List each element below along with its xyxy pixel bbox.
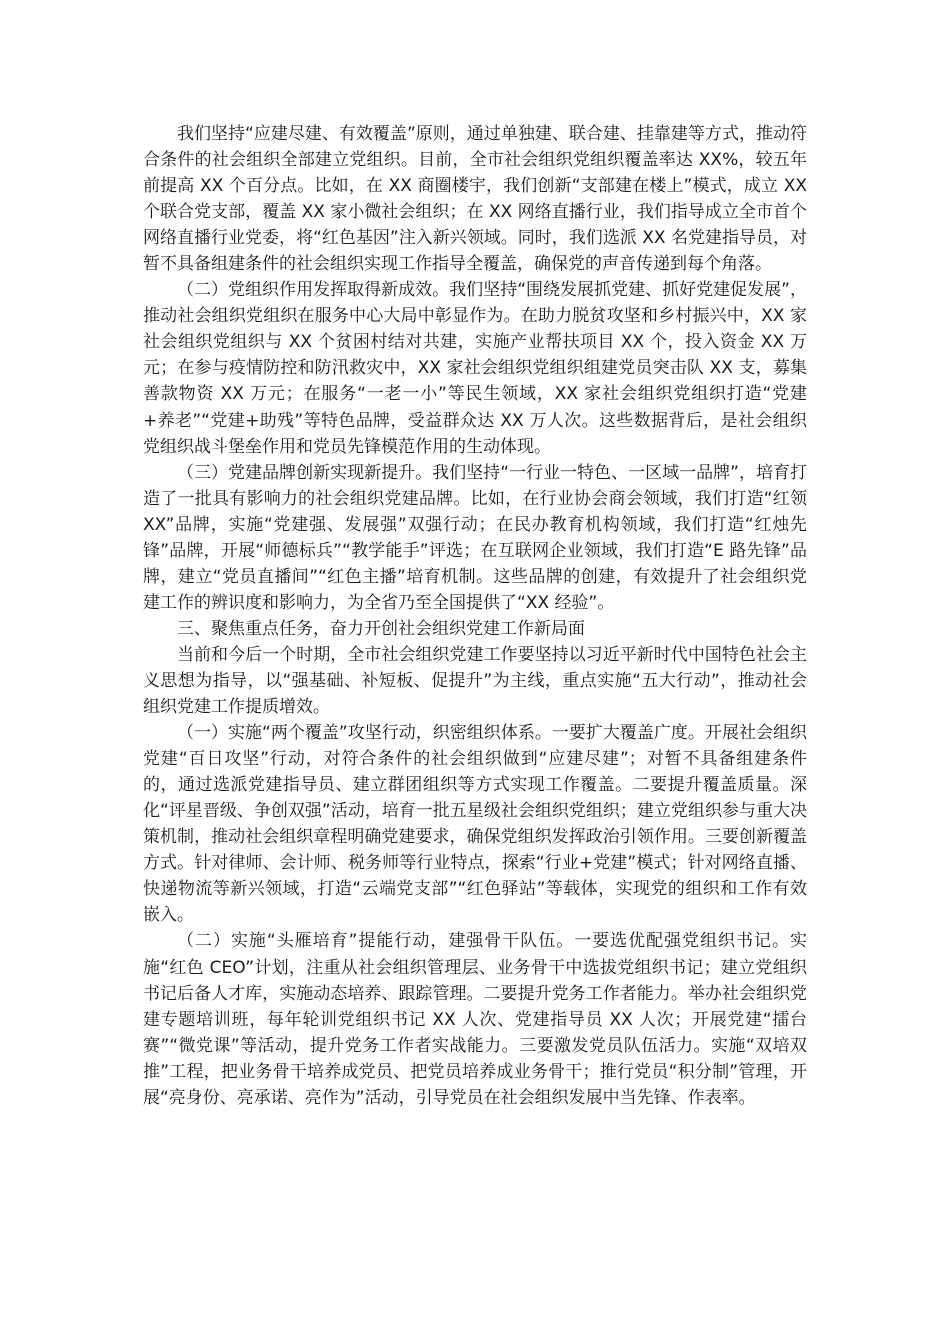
paragraph-coverage: 我们坚持“应建尽建、有效覆盖”原则，通过单独建、联合建、挂靠建等方式，推动符合条件的社会组织全部建立党组织。目前，全市社会组织党组织覆盖率达 XX%，较五年前提高 XX 个百分点。比如，在 XX 商圈楼宇，我们创新“支部建在楼上”模式，成立 XX 个联合党支部，覆盖 XX 家小微社会组织；在 XX 网络直播行业，我们指导成立全市首个网络直播行业党委，将“红色基因”注入新兴领域。同时，我们选派 XX 名党建指导员，对暂不具备组建条件的社会组织实现工作指导全覆盖，确保党的声音传递到每个角落。: [143, 124, 807, 275]
paragraph-section-2: （二）党组织作用发挥取得新成效。我们坚持“围绕发展抓党建、抓好党建促发展”，推动社会组织党组织在服务中心大局中彰显作为。在助力脱贫攻坚和乡村振兴中，XX 家社会组织党组织与 XX 个贫困村结对共建，实施产业帮扶项目 XX 个，投入资金 XX 万元；在参与疫情防控和防汛救灾中，XX 家社会组织党组织组建党员突击队 XX 支，募集善款物资 XX 万元；在服务“一老一小”等民生领域，XX 家社会组织党组织打造“党建+养老”“党建+助残”等特色品牌，受益群众达 XX 万人次。这些数据背后，是社会组织党组织战斗堡垒作用和党员先锋模范作用的生动体现。: [143, 280, 807, 457]
document-page: [143, 121, 807, 1111]
paragraph-intro: 当前和今后一个时期，全市社会组织党建工作要坚持以习近平新时代中国特色社会主义思想为指导，以“强基础、补短板、促提升”为主线，重点实施“五大行动”，推动社会组织党建工作提质增效。: [143, 644, 807, 718]
paragraph-section-3: （三）党建品牌创新实现新提升。我们坚持“一行业一特色、一区域一品牌”，培育打造了一批具有影响力的社会组织党建品牌。比如，在行业协会商会领域，我们打造“红领 XX”品牌，实施“党建强、发展强”双强行动；在民办教育机构领域，我们打造“红烛先锋”品牌，开展“师德标兵”“教学能手”评选；在互联网企业领域，我们打造“E 路先锋”品牌，建立“党员直播间”“红色主播”培育机制。这些品牌的创建，有效提升了社会组织党建工作的辨识度和影响力，为全省乃至全国提供了“XX 经验”。: [143, 462, 807, 613]
section-heading-three: 三、聚焦重点任务，奋力开创社会组织党建工作新局面: [177, 618, 585, 639]
paragraph-action-1: （一）实施“两个覆盖”攻坚行动，织密组织体系。一要扩大覆盖广度。开展社会组织党建“百日攻坚”行动，对符合条件的社会组织做到“应建尽建”；对暂不具备组建条件的，通过选派党建指导员、建立群团组织等方式实现工作覆盖。二要提升覆盖质量。深化“评星晋级、争创双强”活动，培育一批五星级社会组织党组织；建立党组织参与重大决策机制，推动社会组织章程明确党建要求，确保党组织发挥政治引领作用。三要创新覆盖方式。针对律师、会计师、税务师等行业特点，探索“行业+党建”模式；针对网络直播、快递物流等新兴领域，打造“云端党支部”“红色驿站”等载体，实现党的组织和工作有效嵌入。: [143, 723, 807, 926]
paragraph-action-2: （二）实施“头雁培育”提能行动，建强骨干队伍。一要选优配强党组织书记。实施“红色 CEO”计划，注重从社会组织管理层、业务骨干中选拔党组织书记；建立党组织书记后备人才库，实施动态培养、跟踪管理。二要提升党务工作者能力。举办社会组织党建专题培训班，每年轮训党组织书记 XX 人次、党建指导员 XX 人次；开展党建“擂台赛”“微党课”等活动，提升党务工作者实战能力。三要激发党员队伍活力。实施“双培双推”工程，把业务骨干培养成党员、把党员培养成业务骨干；推行党员“积分制”管理，开展“亮身份、亮承诺、亮作为”活动，引导党员在社会组织发展中当先锋、作表率。: [143, 931, 807, 1108]
